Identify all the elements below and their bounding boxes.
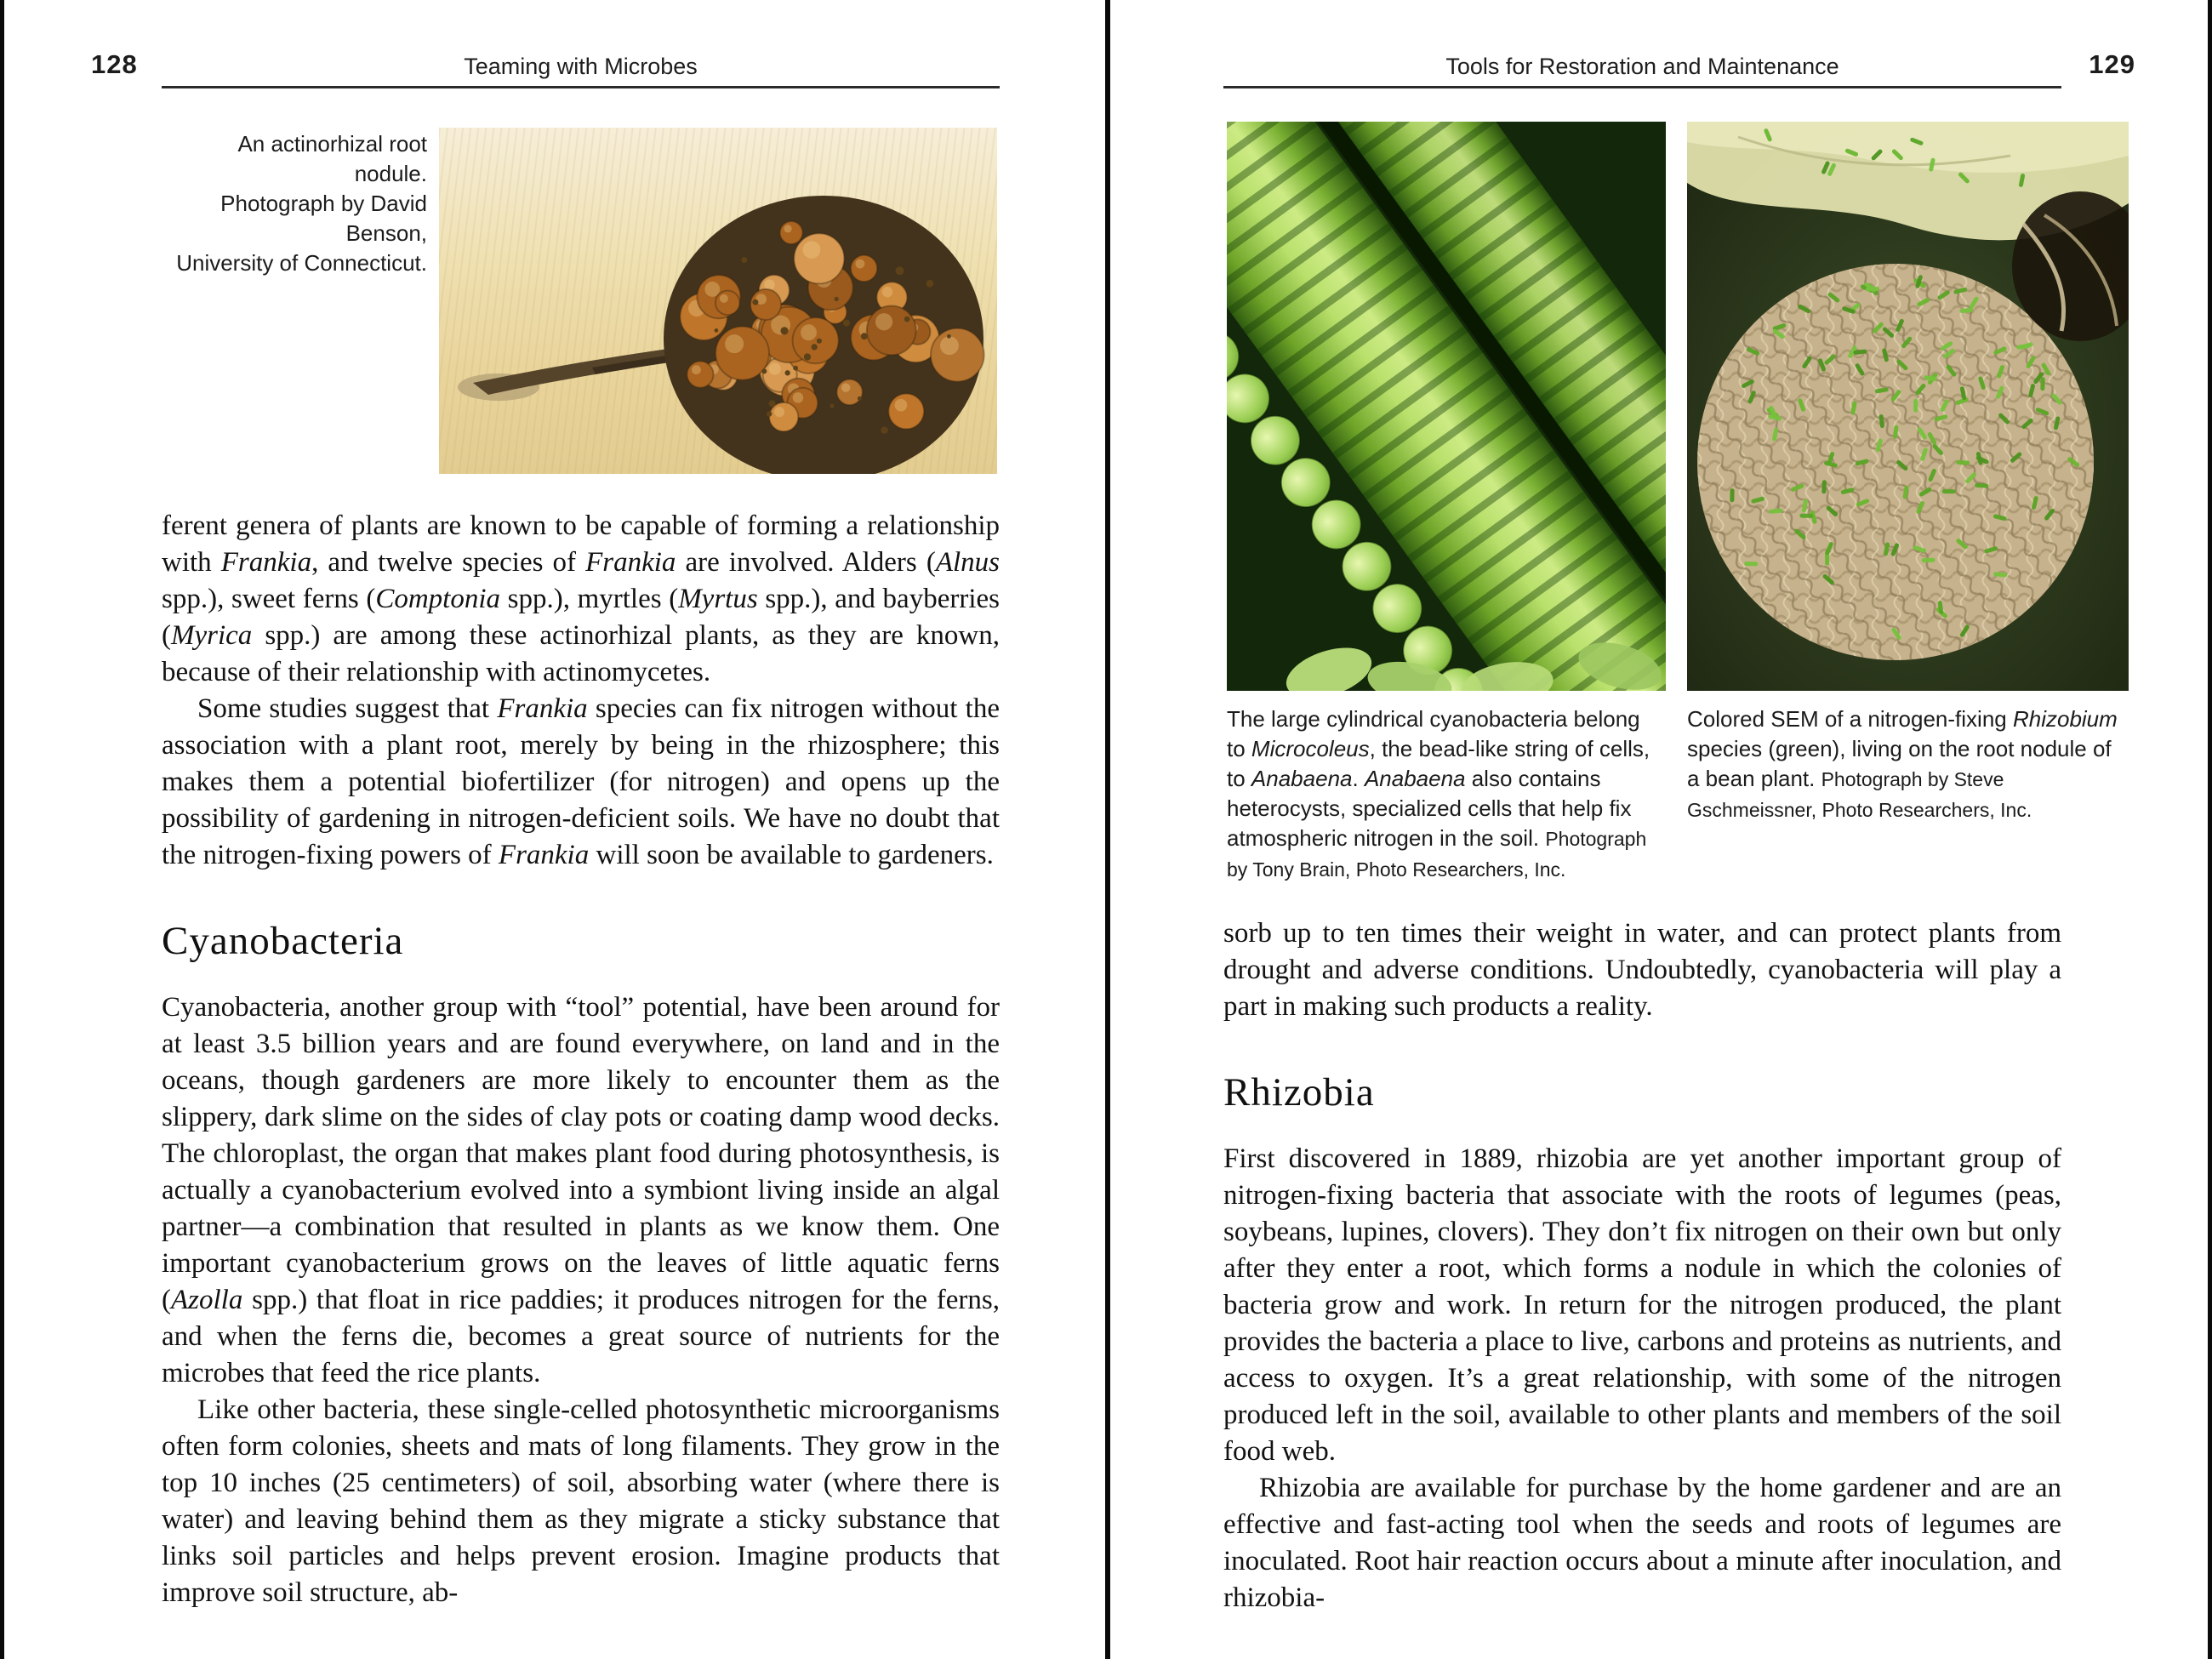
rhizobium-sem-photo [1687,122,2129,691]
figure-caption: The large cylindrical cyanobacteria belong to Microcoleus, the bead-like string of cells, to Anabaena. Anabaena also contains heterocysts, specialized cells that help fix atmospheric nitrogen in the soil. Photograph by Tony Brain, Photo Researchers, Inc. [1227,706,1650,881]
root-nodule-photo [439,128,997,474]
figure-caption: Colored SEM of a nitrogen-fixing Rhizobium species (green), living on the root nodule of a bean plant. Photograph by Steve Gschmeissner, Photo Researchers, Inc. [1687,706,2118,821]
caption-line: University of Connecticut. [176,250,427,276]
page-number: 128 [91,49,138,79]
header-rule [1223,86,2061,88]
caption-line: Photograph by David Benson, [220,191,427,246]
book-gutter-divider [1105,0,1110,1659]
body-text-column [1223,915,2061,1616]
header-rule [162,86,1000,88]
running-head: Tools for Restoration and Maintenance [1445,54,1839,79]
caption-line: An actinorhizal root nodule. [237,131,427,186]
paragraph: Like other bacteria, these single-celled photosynthetic microorganisms often form colonies, sheets and mats of long filaments. They grow in the top 10 inches (25 centimeters) of soil, absorbing water (where there is water) and leaving behind them as they migrate a sticky substance that links soil particles and helps prevent erosion. Imagine products that improve soil structure, ab- [162,1394,1000,1608]
paragraph: Some studies suggest that Frankia species can fix nitrogen without the association with a plant root, merely by being in the rhizosphere; this makes them a potential biofertilizer (for nitrogen) and opens up the possibility of gardening in nitrogen-deficient soils. We have no doubt that the nitrogen-fixing powers of Frankia will soon be available to gardeners. [162,693,1000,870]
paragraph: First discovered in 1889, rhizobia are yet another important group of nitrogen-fixing bacteria that associate with the roots of legumes (peas, soybeans, lupines, clovers). They don’t fix nitrogen on their own but only after they enter a root, which forms a nodule in which the colonies of bacteria grow and work. In return for the nitrogen produced, the plant provides the bacteria a place to live, carbons and proteins as nutrients, and access to oxygen. It’s a great relationship, with some of the nitrogen produced left in the soil, available to other plants and members of the soil food web. [1223,1143,2061,1467]
paragraph: Rhizobia are available for purchase by the home gardener and are an effective and fast-acting tool when the seeds and roots of legumes are inoculated. Root hair reaction occurs about a minute after inoculation, and rhizobia- [1223,1472,2061,1613]
cyanobacteria-sem-photo [1227,122,1666,691]
section-heading: Cyanobacteria [162,919,404,963]
page-edge-right [2208,0,2212,1659]
body-text-column [162,508,1000,1611]
paragraph: ferent genera of plants are known to be capable of forming a relationship with Frankia, and twelve species of Frankia are involved. Alders (Alnus spp.), sweet ferns (Comptonia spp.), myrtles (Myrtus spp.), and bayberries (Myrica spp.) are among these actinorhizal plants, as they are known, because of their relationship with actinomycetes. [162,510,1000,687]
running-head: Teaming with Microbes [464,54,698,79]
paragraph: sorb up to ten times their weight in water, and can protect plants from drought and adverse conditions. Undoubtedly, cyanobacteria will play a part in making such products a reality. [1223,918,2061,1022]
figure-caption [162,129,427,278]
page-edge-left [0,0,4,1659]
page-number: 129 [2089,49,2135,79]
paragraph: Cyanobacteria, another group with “tool” potential, have been around for at least 3.5 billion years and are found everywhere, on land and in the oceans, though gardeners are more likely to encounter them as the slippery, dark slime on the sides of clay pots or coating damp wood decks. The chloroplast, the organ that makes plant food during photosynthesis, is actually a cyanobacterium evolved into a symbiont living inside an algal partner—a combination that resulted in plants as we know them. One important cyanobacterium grows on the leaves of little aquatic ferns (Azolla spp.) that float in rice paddies; it produces nitrogen for the ferns, and when the ferns die, becomes a great source of nutrients for the microbes that feed the rice plants. [162,991,1000,1388]
section-heading: Rhizobia [1223,1070,1375,1115]
